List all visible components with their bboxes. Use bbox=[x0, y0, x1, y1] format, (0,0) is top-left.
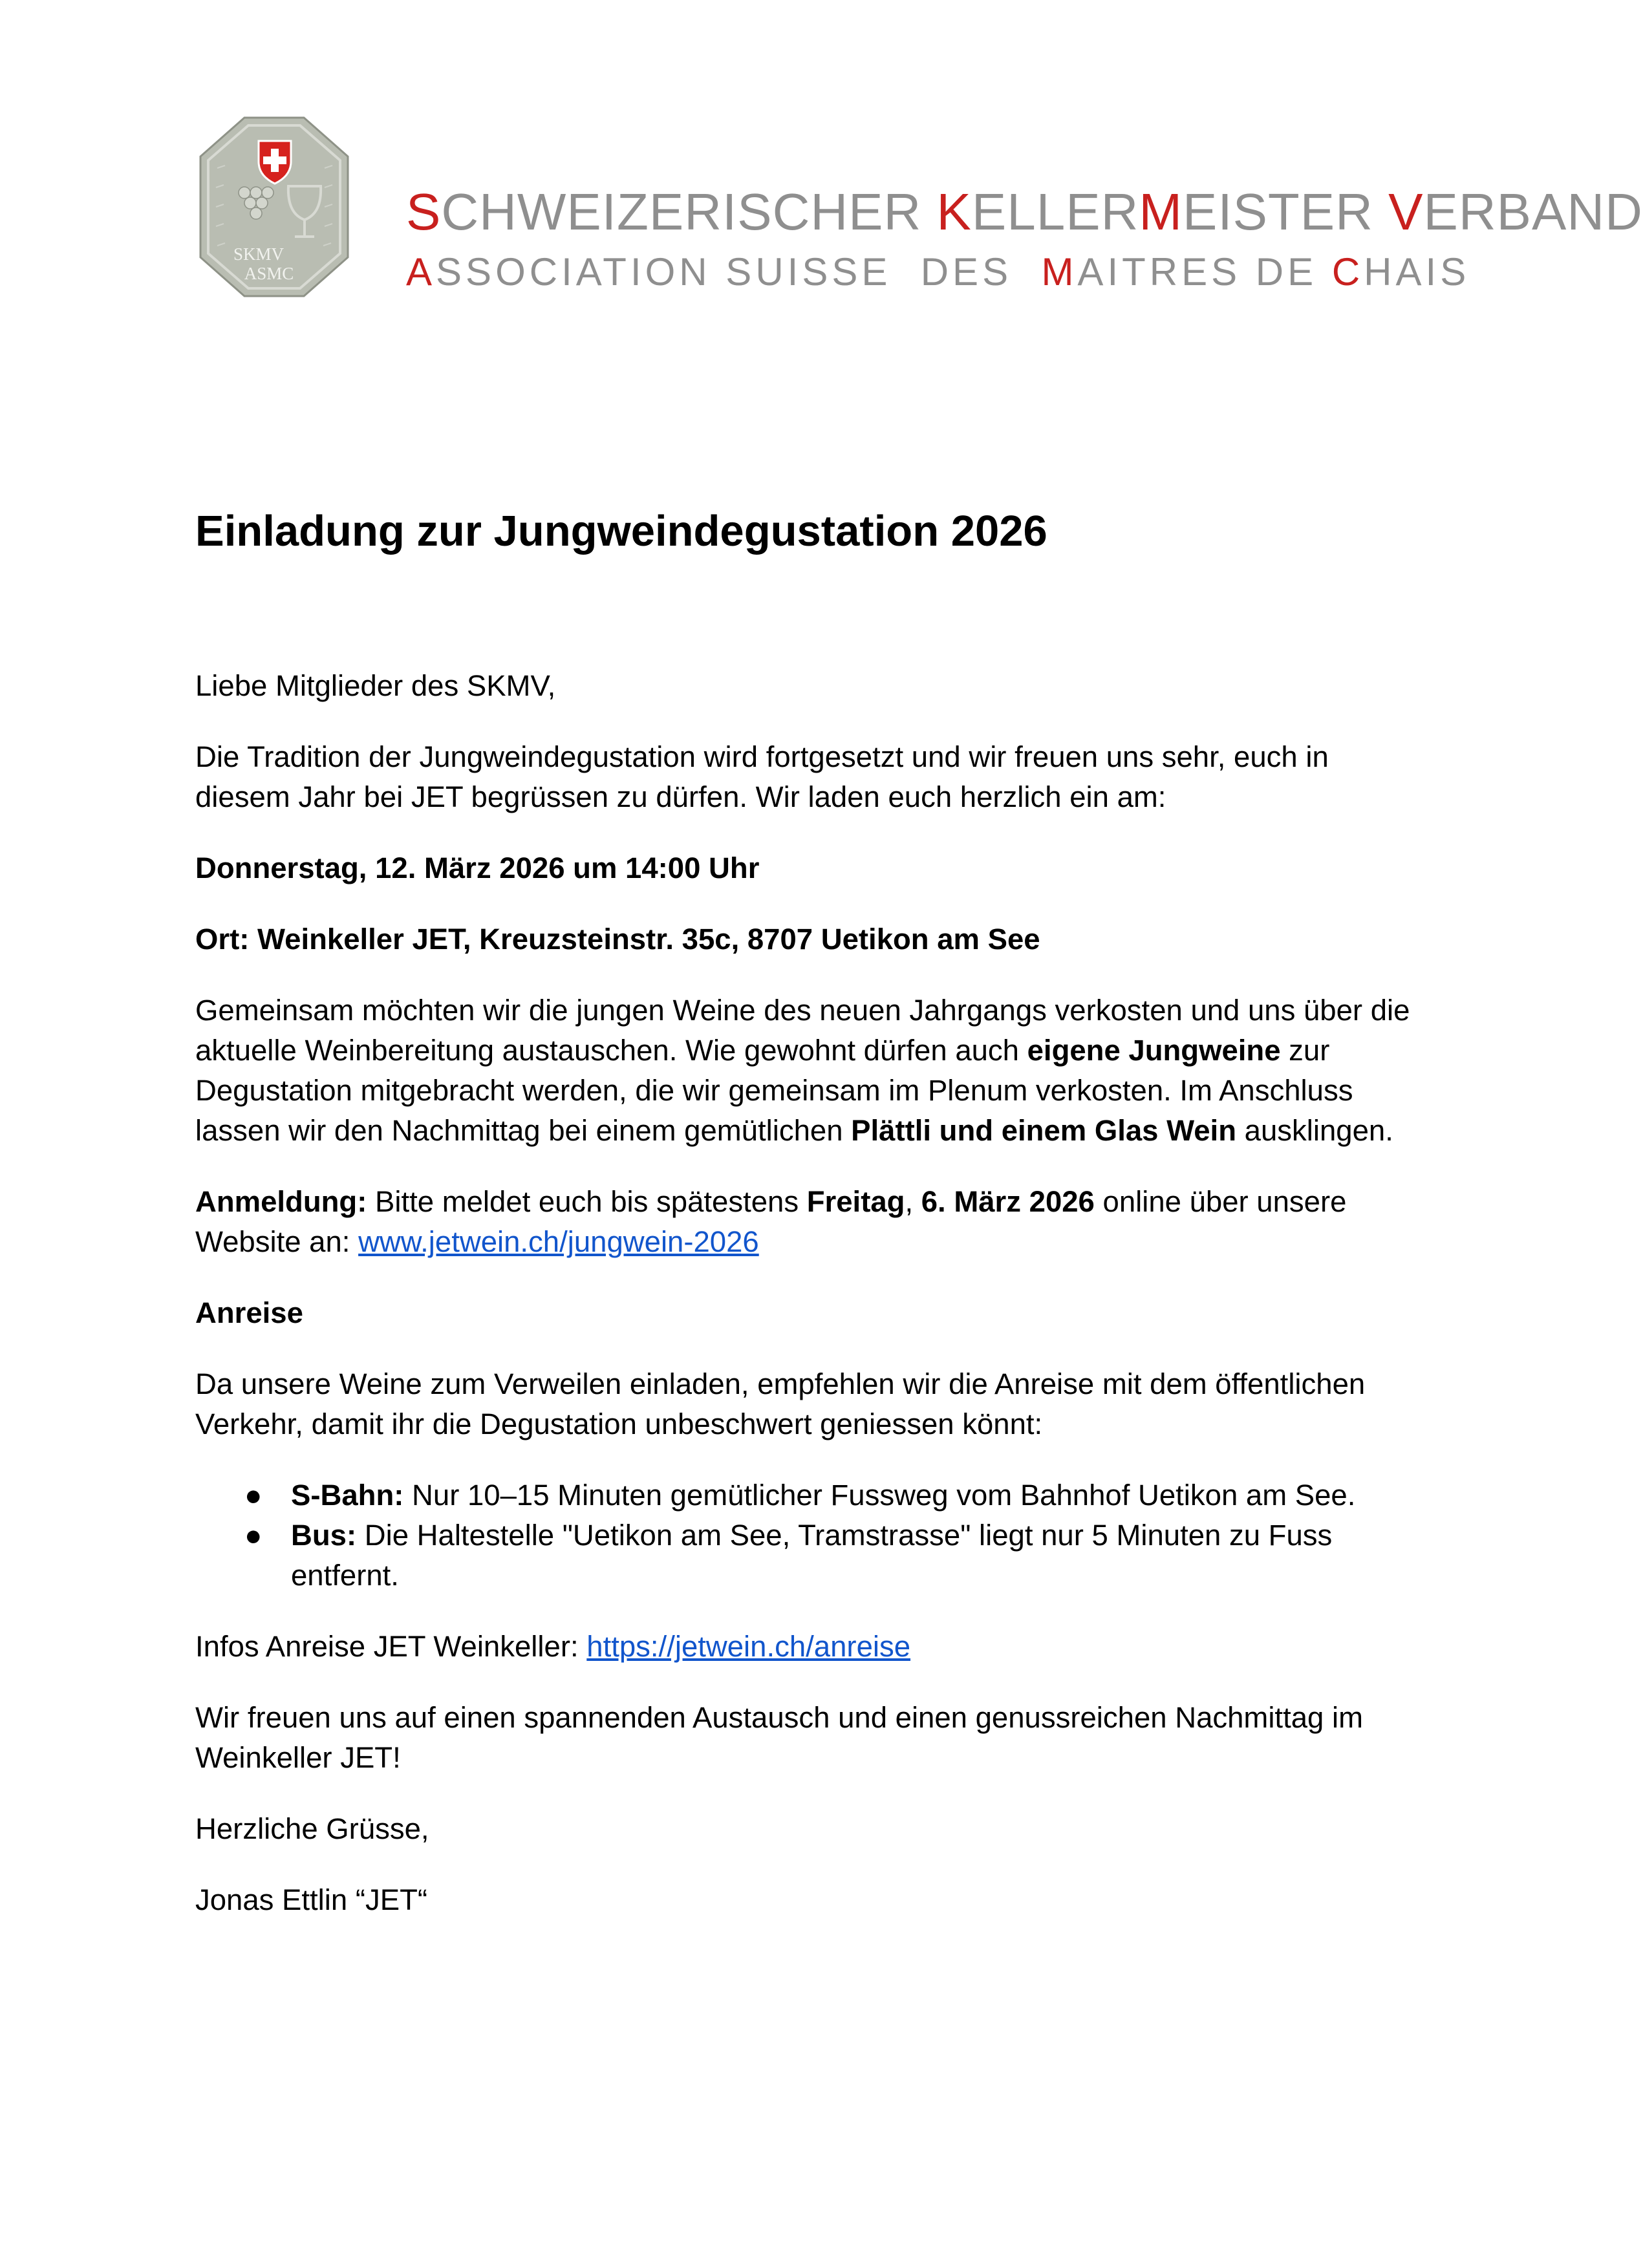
bullet-label: Bus: bbox=[291, 1519, 357, 1552]
bold-run: eigene Jungweine bbox=[1027, 1034, 1281, 1067]
registration-paragraph bbox=[195, 1182, 1424, 1262]
initial-letter: S bbox=[406, 183, 442, 241]
event-date bbox=[195, 848, 1424, 888]
travel-info-link[interactable]: https://jetwein.ch/anreise bbox=[586, 1630, 911, 1663]
event-location bbox=[195, 919, 1424, 959]
intro-paragraph: Die Tradition der Jungweindegustation wird fortgesetzt und wir freuen uns sehr, euch in diesem Jahr bei JET begrüssen zu dürfen. Wir laden euch herzlich ein am: bbox=[195, 740, 1329, 813]
travel-heading-text: Anreise bbox=[195, 1296, 303, 1329]
bullet-label: S-Bahn: bbox=[291, 1479, 404, 1512]
registration-link[interactable]: www.jetwein.ch/jungwein-2026 bbox=[358, 1225, 759, 1258]
association-name-german bbox=[406, 182, 1643, 242]
closing-paragraph: Wir freuen uns auf einen spannenden Austausch und einen genussreichen Nachmittag im Weinkeller JET! bbox=[195, 1701, 1363, 1774]
initial-letter: V bbox=[1388, 183, 1424, 241]
bullet-icon: ● bbox=[244, 1479, 263, 1512]
initial-letter: K bbox=[936, 183, 972, 241]
bold-run: Plättli und einem Glas Wein bbox=[851, 1114, 1236, 1147]
word-rest: CHWEIZERISCHER bbox=[441, 183, 937, 241]
text-run: zur Degustation mitgebracht werden, die wir gemeinsam im Plenum verkosten. Im Anschluss lassen wir den Nachmittag bei einem gemütlichen bbox=[195, 1034, 1353, 1147]
bullet-icon: ● bbox=[244, 1519, 263, 1552]
association-seal-logo bbox=[199, 116, 349, 297]
association-name-french bbox=[406, 250, 1470, 294]
letter-body bbox=[195, 666, 1424, 1951]
document-title: Einladung zur Jungweindegustation 2026 bbox=[195, 507, 1047, 555]
travel-info bbox=[195, 1627, 1424, 1667]
initial-letter: M bbox=[1139, 183, 1183, 241]
travel-heading bbox=[195, 1293, 1424, 1333]
text-run: Gemeinsam möchten wir die jungen Weine des neuen Jahrgangs verkosten und uns über die aktuelle Weinbereitung austauschen. Wie gewohnt dürfen auch bbox=[195, 994, 1410, 1067]
initial-letter: C bbox=[1331, 250, 1364, 294]
event-date-text: Donnerstag, 12. März 2026 um 14:00 Uhr bbox=[195, 851, 760, 884]
text-run: online über unsere Website an: bbox=[195, 1185, 1347, 1258]
word-rest: EISTER bbox=[1182, 183, 1389, 241]
event-location-text: Ort: Weinkeller JET, Kreuzsteinstr. 35c, 8707 Uetikon am See bbox=[195, 923, 1040, 956]
bold-run: Freitag bbox=[806, 1185, 905, 1218]
initial-letter: M bbox=[1041, 250, 1078, 294]
greeting: Liebe Mitglieder des SKMV, bbox=[195, 669, 556, 702]
text-run: Infos Anreise JET Weinkeller: bbox=[195, 1630, 587, 1663]
travel-intro: Da unsere Weine zum Verweilen einladen, empfehlen wir die Anreise mit dem öffentlichen Verkehr, damit ihr die Degustation unbeschwert geniessen könnt: bbox=[195, 1367, 1366, 1440]
list-item bbox=[195, 1515, 1424, 1596]
travel-options-list bbox=[195, 1475, 1424, 1596]
signature: Jonas Ettlin “JET“ bbox=[195, 1883, 428, 1916]
word-rest: ERBAND bbox=[1423, 183, 1643, 241]
bold-run: 6. März 2026 bbox=[921, 1185, 1095, 1218]
word-rest: HAIS bbox=[1364, 250, 1470, 294]
bullet-text: Die Haltestelle "Uetikon am See, Tramstrasse" liegt nur 5 Minuten zu Fuss entfernt. bbox=[291, 1519, 1333, 1592]
word-rest: ELLER bbox=[971, 183, 1139, 241]
seal-text-skmv: SKMV bbox=[233, 244, 285, 264]
regards: Herzliche Grüsse, bbox=[195, 1812, 429, 1845]
word-rest: AITRES DE bbox=[1077, 250, 1332, 294]
text-run: Bitte meldet euch bis spätestens bbox=[367, 1185, 807, 1218]
program-paragraph bbox=[195, 990, 1424, 1151]
list-item bbox=[195, 1475, 1424, 1515]
text-run: , bbox=[905, 1185, 921, 1218]
seal-text-asmc: ASMC bbox=[244, 264, 294, 283]
registration-label: Anmeldung: bbox=[195, 1185, 367, 1218]
bullet-text: Nur 10–15 Minuten gemütlicher Fussweg vom Bahnhof Uetikon am See. bbox=[403, 1479, 1356, 1512]
text-run: ausklingen. bbox=[1236, 1114, 1393, 1147]
initial-letter: A bbox=[406, 250, 436, 294]
word-rest: SSOCIATION SUISSE DES bbox=[436, 250, 1042, 294]
